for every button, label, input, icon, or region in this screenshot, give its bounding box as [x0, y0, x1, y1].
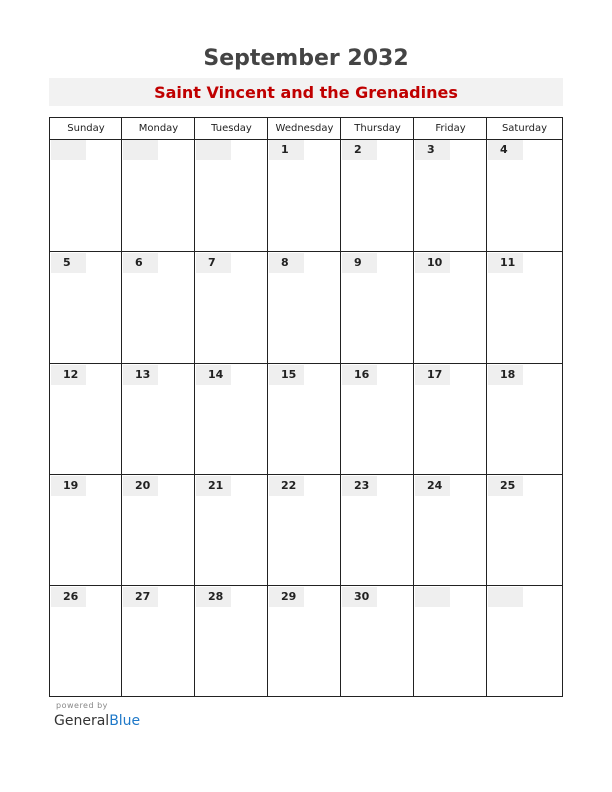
day-cell — [341, 139, 413, 250]
date-number — [123, 140, 158, 160]
date-number: 27 — [123, 587, 158, 607]
day-cell — [50, 475, 121, 585]
day-cell — [341, 586, 413, 696]
day-cell — [268, 364, 340, 474]
calendar-grid — [49, 117, 563, 697]
date-number: 20 — [123, 476, 158, 496]
day-cell — [487, 139, 561, 250]
day-cell — [195, 139, 267, 250]
weekday-header-4: Thursday — [354, 123, 401, 134]
day-cell — [414, 586, 486, 696]
day-cell — [195, 475, 267, 585]
country-subtitle: Saint Vincent and the Grenadines — [154, 83, 458, 102]
day-cell — [50, 586, 121, 696]
date-number: 26 — [51, 587, 86, 607]
day-cell — [414, 139, 486, 250]
date-number: 23 — [342, 476, 377, 496]
day-cell — [487, 586, 561, 696]
day-cell — [122, 586, 194, 696]
date-number: 13 — [123, 365, 158, 385]
date-number: 6 — [123, 253, 158, 273]
date-number: 2 — [342, 140, 377, 160]
day-cell — [50, 139, 121, 250]
date-number: 14 — [196, 365, 231, 385]
date-number: 30 — [342, 587, 377, 607]
powered-by-text: powered by — [56, 701, 108, 710]
day-cell — [414, 252, 486, 363]
day-cell — [195, 252, 267, 363]
day-cell — [268, 475, 340, 585]
day-cell — [50, 364, 121, 474]
date-number — [51, 140, 86, 160]
day-cell — [268, 252, 340, 363]
brand-blue-text: Blue — [109, 713, 141, 729]
date-number: 8 — [269, 253, 304, 273]
day-cell — [122, 364, 194, 474]
day-cell — [341, 252, 413, 363]
date-number: 10 — [415, 253, 450, 273]
day-cell — [268, 139, 340, 250]
day-cell — [487, 252, 561, 363]
date-number: 1 — [269, 140, 304, 160]
date-number: 3 — [415, 140, 450, 160]
day-cell — [122, 475, 194, 585]
weekday-header-1: Monday — [138, 123, 179, 134]
calendar-title: September 2032 — [203, 46, 409, 71]
weekday-header-5: Friday — [435, 123, 466, 134]
date-number: 4 — [488, 140, 523, 160]
date-number — [488, 587, 523, 607]
date-number — [415, 587, 450, 607]
date-number: 25 — [488, 476, 523, 496]
day-cell — [487, 364, 561, 474]
day-cell — [414, 364, 486, 474]
date-number — [196, 140, 231, 160]
date-number: 12 — [51, 365, 86, 385]
date-number: 19 — [51, 476, 86, 496]
date-number: 21 — [196, 476, 231, 496]
day-cell — [341, 364, 413, 474]
weekday-header-6: Saturday — [501, 123, 548, 134]
day-cell — [122, 252, 194, 363]
day-cell — [195, 364, 267, 474]
weekday-header-0: Sunday — [67, 123, 105, 134]
date-number: 5 — [51, 253, 86, 273]
day-cell — [268, 586, 340, 696]
day-cell — [414, 475, 486, 585]
date-number: 22 — [269, 476, 304, 496]
date-number: 15 — [269, 365, 304, 385]
day-cell — [487, 475, 561, 585]
subtitle-bar — [49, 78, 563, 106]
date-number: 11 — [488, 253, 523, 273]
weekday-header-3: Wednesday — [275, 123, 334, 134]
day-cell — [195, 586, 267, 696]
date-number: 28 — [196, 587, 231, 607]
generalblue-logo — [54, 713, 140, 729]
date-number: 16 — [342, 365, 377, 385]
brand-general-text: General — [54, 713, 110, 729]
day-cell — [122, 139, 194, 250]
date-number: 29 — [269, 587, 304, 607]
day-cell — [341, 475, 413, 585]
date-number: 18 — [488, 365, 523, 385]
date-number: 17 — [415, 365, 450, 385]
day-cell — [50, 252, 121, 363]
weekday-header-2: Tuesday — [211, 123, 252, 134]
date-number: 24 — [415, 476, 450, 496]
date-number: 7 — [196, 253, 231, 273]
date-number: 9 — [342, 253, 377, 273]
